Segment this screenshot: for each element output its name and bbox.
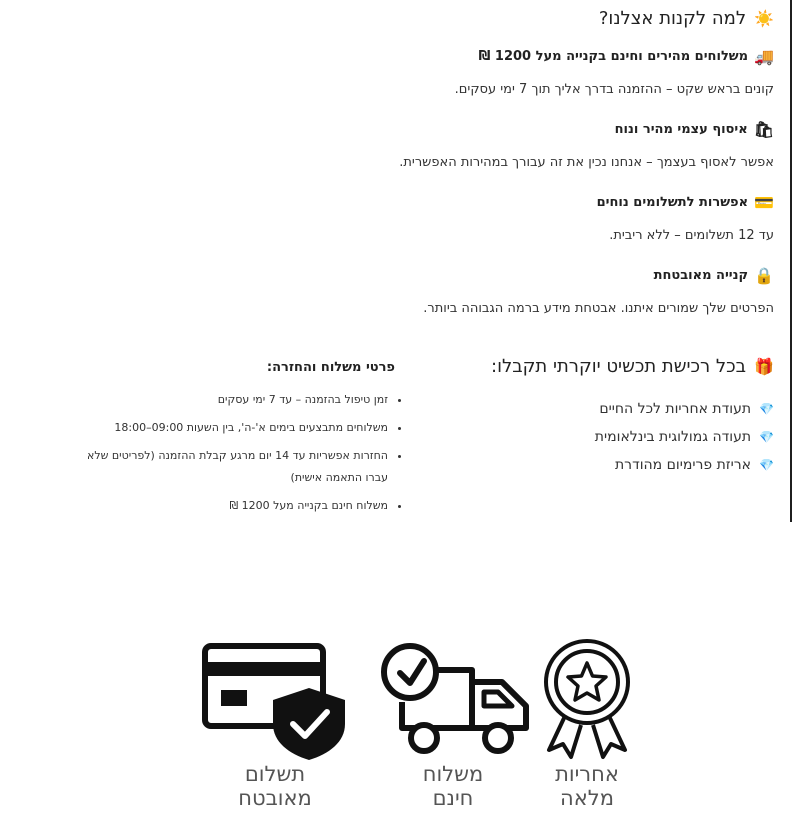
list-item: • משלוחים מתבצעים בימים א'-ה', בין השעות 09:00–18:00 (80, 417, 388, 439)
secure-payment-icon (197, 642, 353, 760)
gift-icon: 🎁 (754, 357, 774, 376)
feature-desc: אפשר לאסוף בעצמך – אנחנו נכין את זה עבורך במהירות האפשרית. (399, 155, 774, 170)
badge-secure-payment (190, 642, 360, 810)
credit-card-icon: 💳 (754, 193, 774, 212)
badge-caption: משלוח חינם (422, 762, 484, 810)
benefits-list (434, 395, 774, 479)
shipping-title: פרטי משלוח והחזרה: (266, 360, 395, 375)
lock-icon: 🔒 (754, 266, 774, 285)
delivery-truck-icon (372, 642, 534, 760)
feature-title: משלוחים מהירים וחינם בקנייה מעל 1200 ₪ (478, 49, 749, 64)
feature-desc: עד 12 תשלומים – ללא ריבית. (609, 228, 774, 243)
badge-free-shipping (368, 642, 538, 810)
why-buy-title: ☀️ למה לקנות אצלנו? (598, 8, 774, 29)
truck-icon: 🚚 (754, 47, 774, 66)
list-item: 💎 תעודת אחריות לכל החיים (599, 401, 774, 417)
feature-self-pickup (354, 120, 774, 175)
gem-icon: 💎 (759, 430, 774, 444)
feature-title: איסוף עצמי מהיר ונוח (614, 122, 748, 137)
shipping-list (80, 389, 410, 517)
feature-desc: קונים בראש שקט – ההזמנה בדרך אליך תוך 7 ימי עסקים. (454, 82, 774, 97)
list-item: • משלוח חינם בקנייה מעל 1200 ₪ (80, 495, 388, 517)
feature-title: אפשרות לתשלומים נוחים (596, 195, 749, 210)
sun-icon: ☀️ (754, 9, 774, 28)
list-item: 💎 תעודה גמולוגית בינלאומית (594, 429, 774, 445)
gem-icon: 💎 (759, 458, 774, 472)
purchase-benefits-section (434, 356, 774, 479)
list-item: • החזרות אפשריות עד 14 יום מרגע קבלת ההזמנה (לפריטים שלא עברו התאמה אישית) (80, 445, 388, 489)
badge-caption: אחריות מלאה (555, 762, 619, 810)
feature-secure-purchase (354, 266, 774, 321)
feature-installments (354, 193, 774, 248)
benefits-title: 🎁 בכל רכישת תכשיט יוקרתי תקבלו: (491, 356, 774, 377)
badge-warranty (532, 636, 642, 810)
list-item: • זמן טיפול בהזמנה – עד 7 ימי עסקים (80, 389, 388, 411)
why-buy-section (354, 0, 774, 321)
badge-caption: תשלום מאובטח (238, 762, 312, 810)
feature-title: קנייה מאובטחת (653, 268, 749, 283)
list-item: 💎 אריזת פרימיום מהודרת (614, 457, 774, 473)
feature-desc: הפרטים שלך שמורים איתנו. אבטחת מידע ברמה הגבוהה ביותר. (423, 301, 774, 316)
gem-icon: 💎 (759, 402, 774, 416)
feature-fast-shipping (354, 47, 774, 102)
warranty-medal-icon (539, 636, 635, 760)
shopping-bag-icon: 🛍 (753, 120, 774, 139)
trust-badges (180, 630, 640, 816)
shipping-returns-section (80, 360, 410, 523)
content-right-border (790, 0, 792, 522)
